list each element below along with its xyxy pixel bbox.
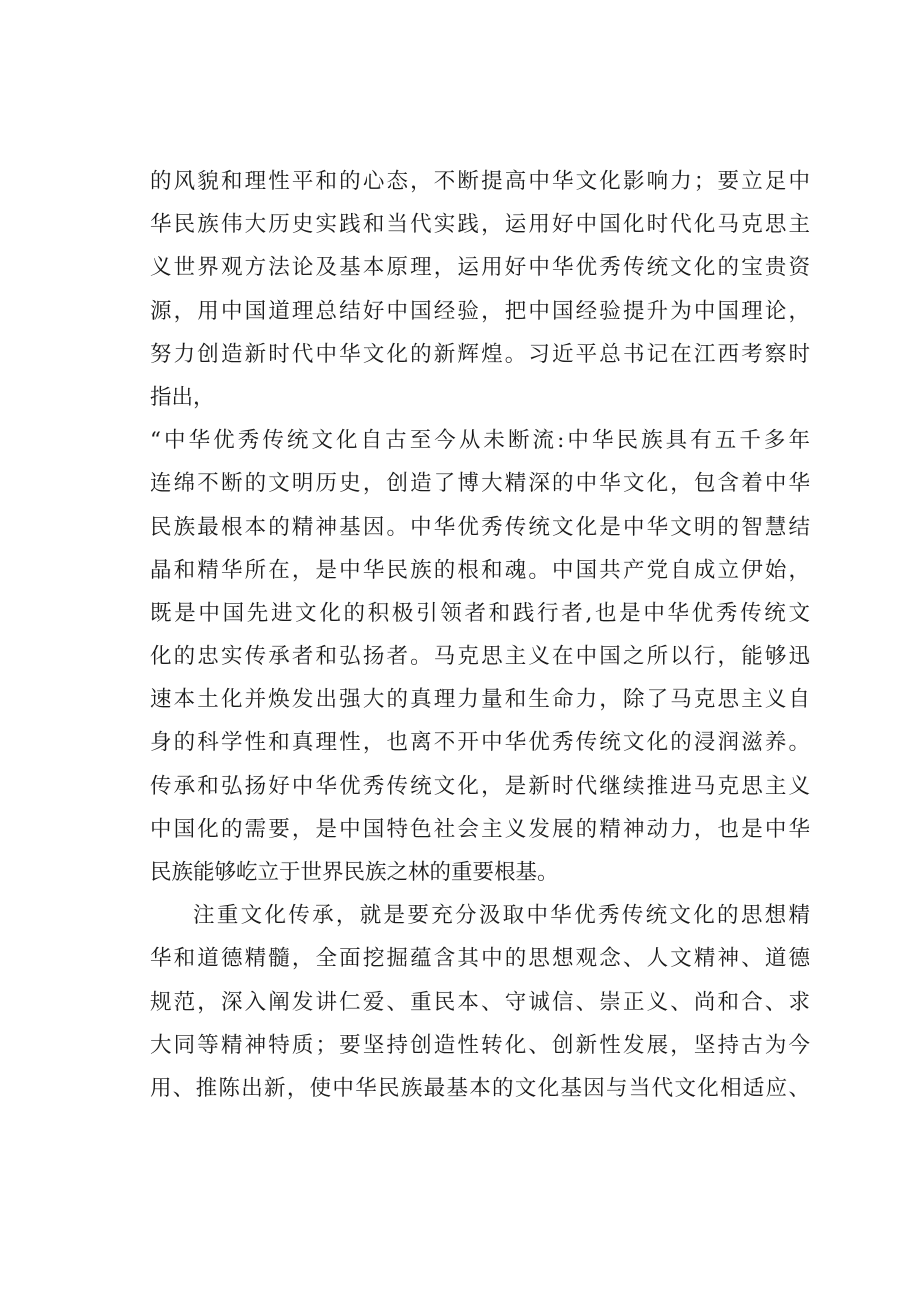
document-body: [150, 160, 810, 1110]
text-line: 中国化的需要，是中国特色社会主义发展的精神动力，也是中华: [150, 816, 810, 842]
text-line: 化的忠实传承者和弘扬者。马克思主义在中国之所以行，能够迅: [150, 644, 810, 670]
text-line: “中华优秀传统文化自古至今从未断流:中华民族具有五千多年: [150, 428, 810, 454]
text-line: 指出，: [150, 384, 215, 410]
text-line: 传承和弘扬好中华优秀传统文化，是新时代继续推进马克思主义: [150, 773, 810, 799]
paragraph-3: [150, 894, 810, 1110]
text-line: 速本土化并焕发出强大的真理力量和生命力，除了马克思主义自: [150, 687, 810, 713]
paragraph-2-quote: [150, 419, 810, 894]
text-line: 民族最根本的精神基因。中华优秀传统文化是中华文明的智慧结: [150, 514, 810, 540]
paragraph-1: [150, 160, 810, 419]
text-line: 注重文化传承，就是要充分汲取中华优秀传统文化的思想精: [193, 903, 810, 929]
text-line: 源，用中国道理总结好中国经验，把中国经验提升为中国理论，: [150, 298, 810, 324]
text-line: 身的科学性和真理性，也离不开中华优秀传统文化的浸润滋养。: [150, 730, 810, 756]
text-line: 连绵不断的文明历史，创造了博大精深的中华文化，包含着中华: [150, 471, 810, 497]
text-line: 努力创造新时代中华文化的新辉煌。习近平总书记在江西考察时: [150, 341, 810, 367]
text-line: 用、推陈出新，使中华民族最基本的文化基因与当代文化相适应、: [150, 1075, 810, 1101]
text-line: 义世界观方法论及基本原理，运用好中华优秀传统文化的宝贵资: [150, 255, 810, 281]
text-line: 华和道德精髓，全面挖掘蕴含其中的思想观念、人文精神、道德: [150, 946, 810, 972]
text-line: 华民族伟大历史实践和当代实践，运用好中国化时代化马克思主: [150, 212, 810, 238]
text-line: 大同等精神特质；要坚持创造性转化、创新性发展，坚持古为今: [150, 1032, 810, 1058]
text-line: 的风貌和理性平和的心态，不断提高中华文化影响力；要立足中: [150, 169, 810, 194]
text-line: 民族能够屹立于世界民族之林的重要根基。: [150, 860, 559, 885]
text-line: 规范，深入阐发讲仁爱、重民本、守诚信、崇正义、尚和合、求: [150, 989, 810, 1015]
text-line: 晶和精华所在，是中华民族的根和魂。中国共产党自成立伊始，: [150, 557, 810, 583]
text-line: 既是中国先进文化的积极引领者和践行者,也是中华优秀传统文: [150, 600, 810, 626]
